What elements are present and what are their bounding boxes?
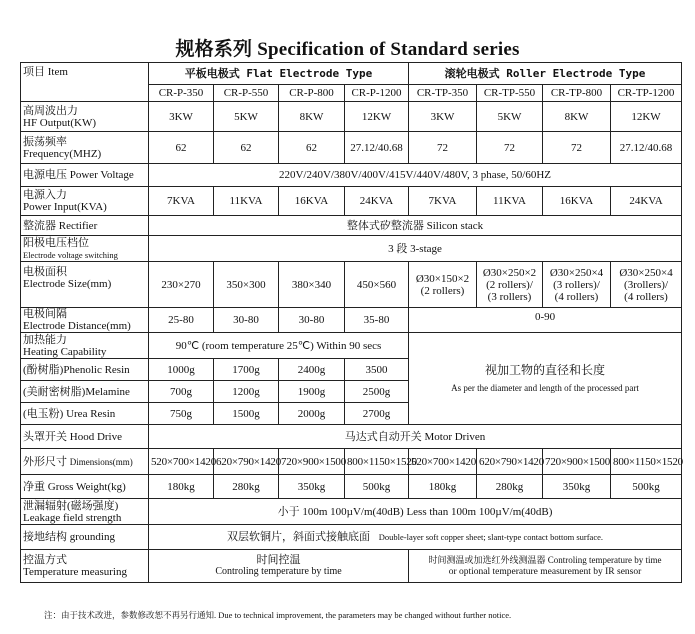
grounding-label: 接地结构 grounding	[21, 525, 149, 550]
value-cell: 620×790×1420	[477, 449, 543, 475]
header-group-row	[21, 63, 682, 85]
grounding-value-en: Double-layer soft copper sheet; slant-type contact bottom surface.	[378, 532, 603, 542]
temperature-flat-en: Controling temperature by time	[215, 566, 342, 577]
value-cell: 24KVA	[345, 187, 409, 216]
value-cell: 720×900×1500	[543, 449, 611, 475]
power-input-row	[21, 187, 682, 216]
rectifier-label: 整流器 Rectifier	[21, 216, 149, 236]
rectifier-value: 整体式矽整流器 Silicon stack	[149, 216, 682, 236]
rectifier-row	[21, 216, 682, 236]
value-cell: 500kg	[611, 475, 682, 499]
value-cell: 180kg	[409, 475, 477, 499]
value-cell: 450×560	[345, 262, 409, 308]
value-cell: 800×1150×1520	[345, 449, 409, 475]
value-cell: 30-80	[214, 308, 279, 333]
flat-group-header: 平板电极式 Flat Electrode Type	[149, 63, 409, 85]
temperature-roller-cell	[409, 550, 682, 583]
roller-group-header: 滚轮电极式 Roller Electrode Type	[409, 63, 682, 85]
value-cell: 16KVA	[543, 187, 611, 216]
value-cell: 1500g	[214, 403, 279, 425]
frequency-row	[21, 132, 682, 164]
value-cell: 3500	[345, 359, 409, 381]
electrode-voltage-label: 阳极电压档位 Electrode voltage switching	[21, 236, 149, 262]
leakage-label: 泄漏辐射(磁场强度) Leakage field strength	[21, 499, 149, 525]
value-cell: 1200g	[214, 381, 279, 403]
hood-drive-label: 头罩开关 Hood Drive	[21, 425, 149, 449]
value-cell: 280kg	[214, 475, 279, 499]
value-cell: 72	[543, 132, 611, 164]
leakage-value: 小于 100m 100µV/m(40dB) Less than 100m 100µV/m(40dB)	[149, 499, 682, 525]
value-cell: 1900g	[279, 381, 345, 403]
value-cell: 16KVA	[279, 187, 345, 216]
value-cell: 3KW	[149, 102, 214, 132]
value-cell: 7KVA	[149, 187, 214, 216]
electrode-distance-label: 电极间隔 Electrode Distance(mm)	[21, 308, 149, 333]
item-header: 项目 Item	[21, 63, 149, 102]
value-cell: 7KVA	[409, 187, 477, 216]
value-cell: 8KW	[279, 102, 345, 132]
gross-weight-row	[21, 475, 682, 499]
model-cell: CR-TP-1200	[611, 85, 682, 102]
heating-item-label: (电玉粉) Urea Resin	[21, 403, 149, 425]
value-cell: 700g	[149, 381, 214, 403]
value-cell: 350×300	[214, 262, 279, 308]
value-cell: 62	[279, 132, 345, 164]
value-cell: 800×1150×1520	[611, 449, 682, 475]
heating-note: 90℃ (room temperature 25℃) Within 90 secs	[149, 333, 409, 359]
roller-size-cell: Ø30×150×2 (2 rollers)	[409, 262, 477, 308]
model-cell: CR-P-1200	[345, 85, 409, 102]
value-cell: 720×900×1500	[279, 449, 345, 475]
value-cell: 350kg	[279, 475, 345, 499]
roller-size-cell: Ø30×250×4 (3rollers)/ (4 rollers)	[611, 262, 682, 308]
spec-table	[20, 62, 682, 583]
electrode-voltage-value: 3 段 3-stage	[149, 236, 682, 262]
roller-size-cell: Ø30×250×4 (3 rollers)/ (4 rollers)	[543, 262, 611, 308]
temperature-row	[21, 550, 682, 583]
value-cell: 520×700×1420	[149, 449, 214, 475]
heating-roller-cell	[409, 333, 682, 425]
grounding-row	[21, 525, 682, 550]
value-cell: 1700g	[214, 359, 279, 381]
value-cell: 27.12/40.68	[345, 132, 409, 164]
value-cell: 3KW	[409, 102, 477, 132]
roller-size-cell: Ø30×250×2 (2 rollers)/ (3 rollers)	[477, 262, 543, 308]
value-cell: 11KVA	[477, 187, 543, 216]
value-cell: 520×700×1420	[409, 449, 477, 475]
value-cell: 8KW	[543, 102, 611, 132]
heating-roller-en: As per the diameter and length of the processed part	[451, 382, 639, 393]
model-cell: CR-P-550	[214, 85, 279, 102]
temperature-flat-cell	[149, 550, 409, 583]
roller-distance-value: 0-90	[409, 308, 682, 333]
page-title: 规格系列 Specification of Standard series	[175, 39, 520, 60]
heating-roller-cn: 视加工物的直径和长度	[485, 362, 606, 377]
leakage-row	[21, 499, 682, 525]
heating-item-label: (美耐密树脂)Melamine	[21, 381, 149, 403]
grounding-value	[149, 525, 682, 550]
value-cell: 5KW	[214, 102, 279, 132]
hf-output-row	[21, 102, 682, 132]
temperature-roller-cn: 时间测温或加选红外线测温器 Controling temperature by time	[428, 555, 662, 565]
value-cell: 750g	[149, 403, 214, 425]
value-cell: 230×270	[149, 262, 214, 308]
temperature-roller-en: or optional temperature measurement by IR sensor	[448, 567, 642, 577]
grounding-value-cn: 双层软铜片，斜面式接触底面	[227, 531, 371, 543]
heating-header-row	[21, 333, 682, 359]
electrode-size-row	[21, 262, 682, 308]
value-cell: 11KVA	[214, 187, 279, 216]
temperature-label: 控温方式 Temperature measuring	[21, 550, 149, 583]
value-cell: 350kg	[543, 475, 611, 499]
dimensions-row	[21, 449, 682, 475]
value-cell: 30-80	[279, 308, 345, 333]
value-cell: 27.12/40.68	[611, 132, 682, 164]
power-voltage-value: 220V/240V/380V/400V/415V/440V/480V, 3 phase, 50/60HZ	[149, 164, 682, 187]
value-cell: 500kg	[345, 475, 409, 499]
value-cell: 12KW	[611, 102, 682, 132]
value-cell: 2000g	[279, 403, 345, 425]
value-cell: 62	[214, 132, 279, 164]
value-cell: 2700g	[345, 403, 409, 425]
power-input-label: 电源入力 Power Input(KVA)	[21, 187, 149, 216]
value-cell: 380×340	[279, 262, 345, 308]
heating-item-label: (酚树脂)Phenolic Resin	[21, 359, 149, 381]
value-cell: 12KW	[345, 102, 409, 132]
heating-label: 加热能力 Heating Capability	[21, 333, 149, 359]
model-cell: CR-P-350	[149, 85, 214, 102]
power-voltage-row	[21, 164, 682, 187]
electrode-size-label: 电极面积 Electrode Size(mm)	[21, 262, 149, 308]
footnote: 注：由于技术改进，参数修改恕不再另行通知. Due to technical improvement, the parameters may be changed without further notice.	[44, 610, 512, 620]
value-cell: 2500g	[345, 381, 409, 403]
value-cell: 280kg	[477, 475, 543, 499]
electrode-voltage-row	[21, 236, 682, 262]
hood-drive-value: 马达式自动开关 Motor Driven	[149, 425, 682, 449]
value-cell: 1000g	[149, 359, 214, 381]
value-cell: 35-80	[345, 308, 409, 333]
hood-drive-row	[21, 425, 682, 449]
value-cell: 25-80	[149, 308, 214, 333]
value-cell: 5KW	[477, 102, 543, 132]
value-cell: 72	[477, 132, 543, 164]
model-cell: CR-TP-800	[543, 85, 611, 102]
electrode-distance-row	[21, 308, 682, 333]
power-voltage-label: 电源电压 Power Voltage	[21, 164, 149, 187]
value-cell: 180kg	[149, 475, 214, 499]
value-cell: 620×790×1420	[214, 449, 279, 475]
value-cell: 62	[149, 132, 214, 164]
model-cell: CR-P-800	[279, 85, 345, 102]
model-cell: CR-TP-350	[409, 85, 477, 102]
temperature-flat-cn: 时间控温	[256, 554, 301, 566]
gross-weight-label: 净重 Gross Weight(kg)	[21, 475, 149, 499]
model-cell: CR-TP-550	[477, 85, 543, 102]
value-cell: 72	[409, 132, 477, 164]
frequency-label: 振荡频率 Frequency(MHZ)	[21, 132, 149, 164]
value-cell: 2400g	[279, 359, 345, 381]
dimensions-label: 外形尺寸 Dimensions(mm)	[21, 449, 149, 475]
value-cell: 24KVA	[611, 187, 682, 216]
hf-output-label: 高周波出力 HF Output(KW)	[21, 102, 149, 132]
